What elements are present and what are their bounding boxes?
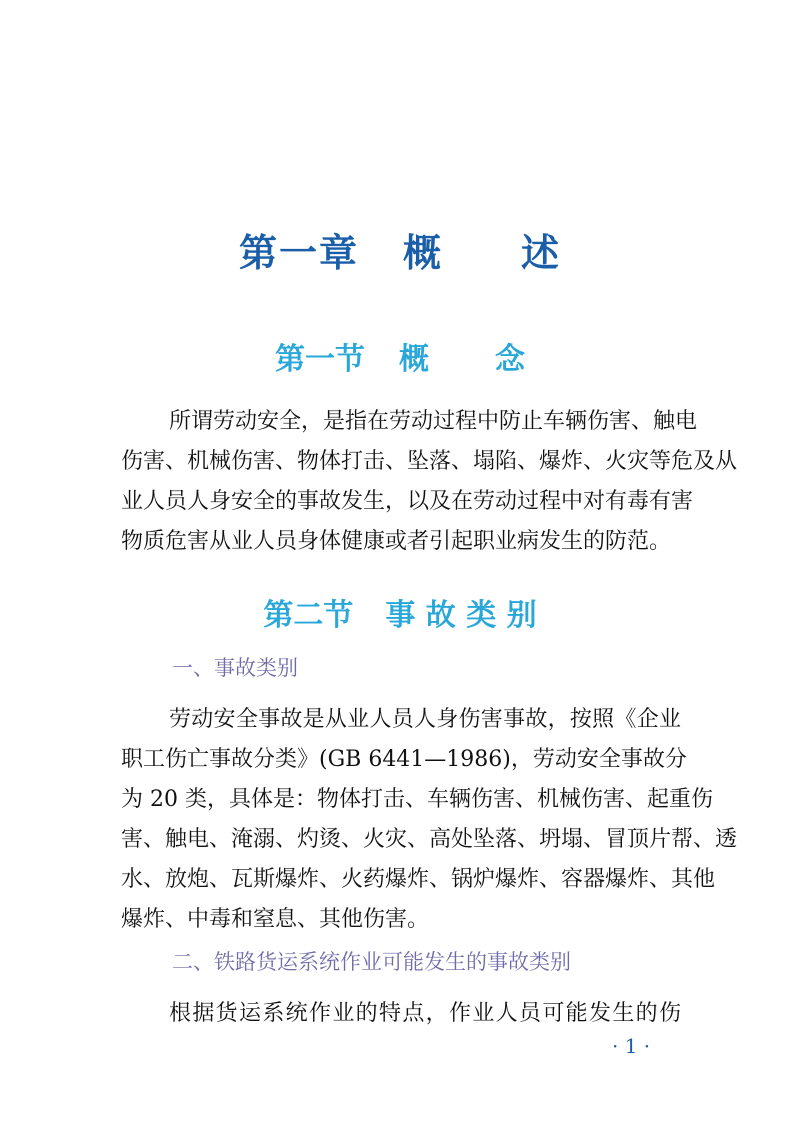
paragraph-3 <box>121 994 681 1034</box>
sub-heading-1: 一、事故类别 <box>172 656 298 680</box>
paragraph-3-line-1: 根据货运系统作业的特点，作业人员可能发生的伤 <box>169 1001 681 1026</box>
sub-heading-2: 二、铁路货运系统作业可能发生的事故类别 <box>172 950 571 974</box>
chapter-title-word-1: 概 <box>402 231 443 275</box>
paragraph-1-line-2: 伤害、机械伤害、物体打击、坠落、塌陷、爆炸、火灾等危及从 <box>121 449 738 474</box>
paragraph-2-line-2: 职工伤亡事故分类》(GB 6441—1986)，劳动安全事故分 <box>121 747 687 772</box>
paragraph-2-line-5: 水、放炮、瓦斯爆炸、火药爆炸、锅炉爆炸、容器爆炸、其他 <box>121 867 716 892</box>
paragraph-2-line-1: 劳动安全事故是从业人员人身伤害事故，按照《企业 <box>169 707 681 732</box>
paragraph-2-line-6: 爆炸、中毒和窒息、其他伤害。 <box>121 907 430 932</box>
paragraph-2 <box>121 700 738 940</box>
section-1-title-word-2: 念 <box>495 342 525 377</box>
chapter-title <box>0 222 800 277</box>
paragraph-1-line-4: 物质危害从业人员身体健康或者引起职业病发生的防范。 <box>121 529 672 554</box>
paragraph-2-line-3: 为 20 类，具体是：物体打击、车辆伤害、机械伤害、起重伤 <box>121 787 713 812</box>
section-1-title-number: 第一节 <box>275 342 365 377</box>
page-number: · 1 · <box>612 1034 651 1058</box>
chapter-title-number: 第一章 <box>238 231 359 275</box>
section-2-title <box>0 590 800 634</box>
section-2-title-words: 事 故 类 别 <box>385 598 537 633</box>
chapter-title-word-2: 述 <box>521 231 562 275</box>
section-1-title-word-1: 概 <box>399 342 429 377</box>
paragraph-2-line-4: 害、触电、淹溺、灼烫、火灾、高处坠落、坍塌、冒顶片帮、透 <box>121 827 738 852</box>
paragraph-1-line-3: 业人员人身安全的事故发生，以及在劳动过程中对有毒有害 <box>121 489 694 514</box>
paragraph-1 <box>121 402 738 562</box>
paragraph-1-line-1: 所谓劳动安全，是指在劳动过程中防止车辆伤害、触电 <box>169 409 698 434</box>
section-1-title <box>0 334 800 378</box>
section-2-title-number: 第二节 <box>263 598 354 633</box>
